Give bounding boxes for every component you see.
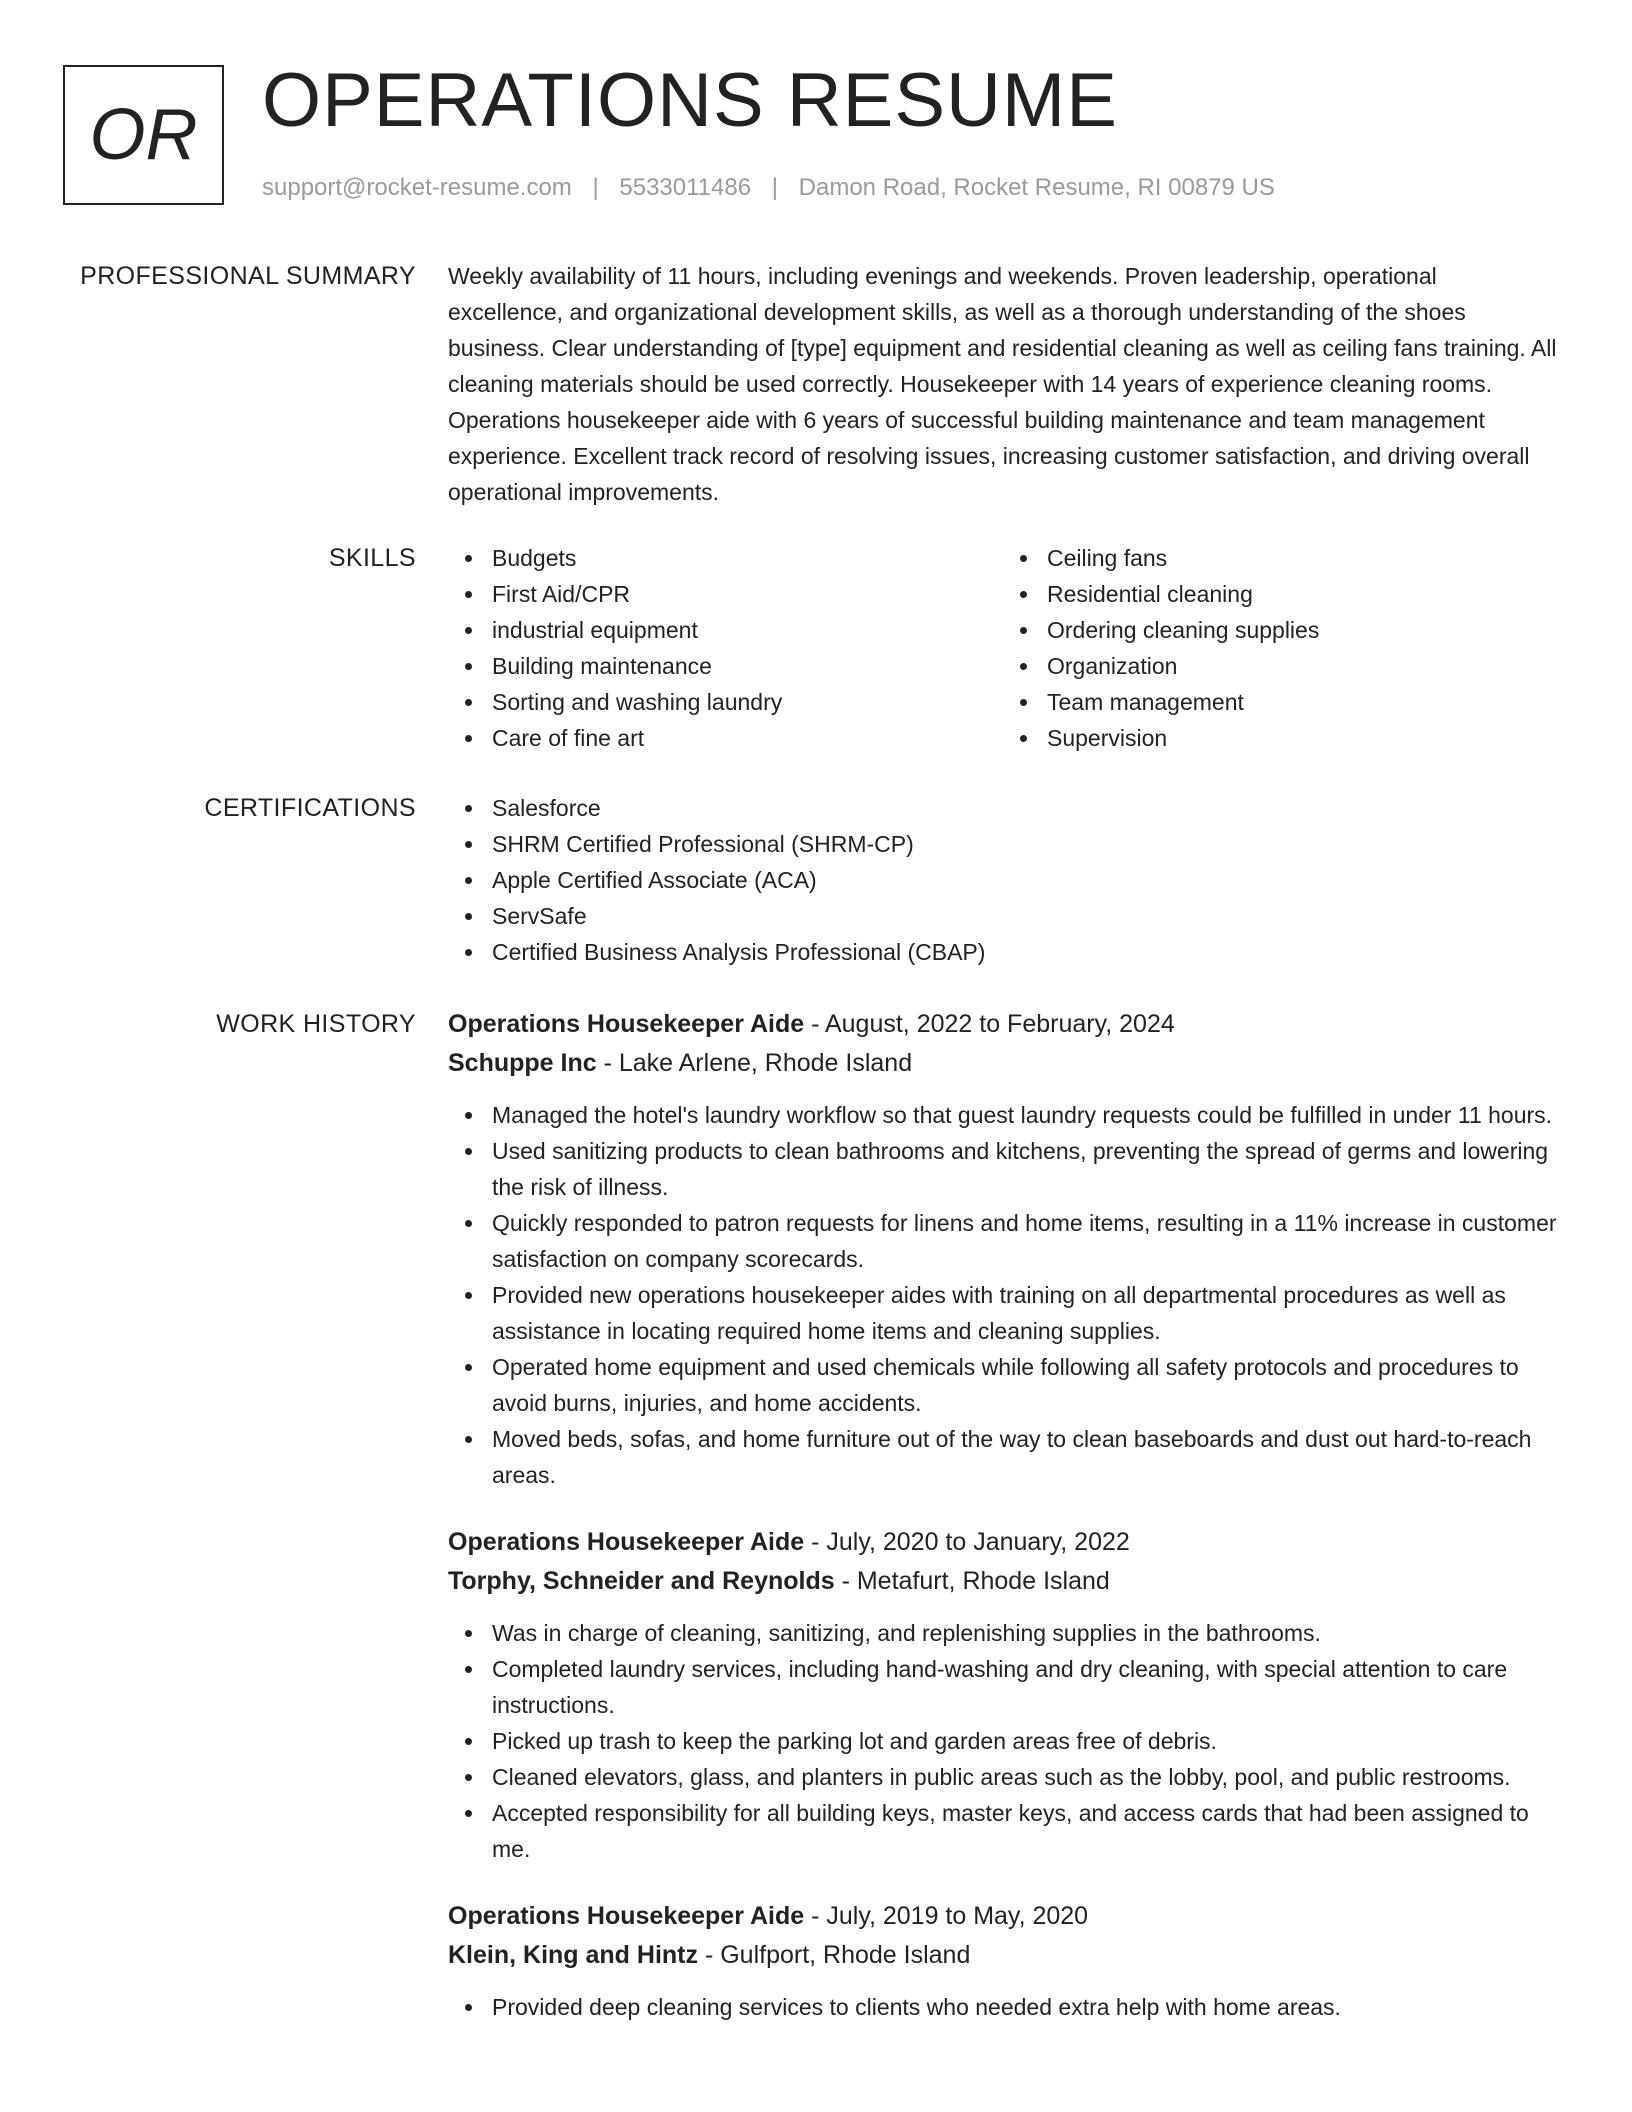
skills-body	[448, 540, 1558, 756]
section-label-certifications: CERTIFICATIONS	[204, 794, 416, 822]
skill-item: Sorting and washing laundry	[492, 684, 1003, 720]
skill-item: First Aid/CPR	[492, 576, 1003, 612]
job-duty: Completed laundry services, including hand-washing and dry cleaning, with special attention to care instructions.	[492, 1651, 1558, 1723]
certifications-body	[448, 790, 1558, 970]
job-duties-list	[448, 1615, 1558, 1867]
job-title: Operations Housekeeper Aide	[448, 1528, 805, 1556]
work-history-body	[448, 1005, 1558, 2055]
job-location: - Lake Arlene, Rhode Island	[596, 1049, 913, 1077]
contact-separator: |	[771, 174, 778, 201]
job-company-line	[448, 1044, 1558, 1083]
section-label-work-history: WORK HISTORY	[216, 1010, 416, 1038]
job-duty: Picked up trash to keep the parking lot and garden areas free of debris.	[492, 1723, 1558, 1759]
skill-item: Organization	[1047, 648, 1558, 684]
section-label-summary: PROFESSIONAL SUMMARY	[80, 262, 416, 290]
job-duty: Provided new operations housekeeper aides with training on all departmental procedures as well as assistance in locating required home items and cleaning supplies.	[492, 1277, 1558, 1349]
summary-text: Weekly availability of 11 hours, including evenings and weekends. Proven leadership, operational excellence, and organizational development skills, as well as a thorough understanding of the shoes business. Clear understanding of [type] equipment and residential cleaning as well as ceiling fans training. All cleaning materials should be used correctly. Housekeeper with 14 years of experience cleaning rooms. Operations housekeeper aide with 6 years of successful building maintenance and team management experience. Excellent track record of resolving issues, increasing customer satisfaction, and driving overall operational improvements.	[448, 263, 1557, 505]
resume-title: OPERATIONS RESUME	[262, 58, 1118, 143]
job-entry	[448, 1523, 1558, 1867]
certification-item: ServSafe	[492, 898, 1558, 934]
skill-item: Ordering cleaning supplies	[1047, 612, 1558, 648]
job-company: Torphy, Schneider and Reynolds	[448, 1567, 835, 1595]
job-title: Operations Housekeeper Aide	[448, 1902, 805, 1930]
contact-email: support@rocket-resume.com	[262, 174, 572, 201]
job-duties-list	[448, 1097, 1558, 1493]
summary-body	[448, 258, 1558, 510]
job-location: - Metafurt, Rhode Island	[834, 1567, 1110, 1595]
job-dates: - July, 2020 to January, 2022	[804, 1528, 1130, 1556]
contact-separator: |	[592, 174, 599, 201]
job-duty: Accepted responsibility for all building keys, master keys, and access cards that had been assigned to me.	[492, 1795, 1558, 1867]
contact-address: Damon Road, Rocket Resume, RI 00879 US	[798, 174, 1275, 201]
skill-item: Supervision	[1047, 720, 1558, 756]
job-entry	[448, 1897, 1558, 2025]
certification-item: Certified Business Analysis Professional (CBAP)	[492, 934, 1558, 970]
job-duty: Was in charge of cleaning, sanitizing, and replenishing supplies in the bathrooms.	[492, 1615, 1558, 1651]
job-duties-list	[448, 1989, 1558, 2025]
job-entry	[448, 1005, 1558, 1493]
contact-phone: 5533011486	[619, 174, 752, 201]
job-duty: Used sanitizing products to clean bathrooms and kitchens, preventing the spread of germs and lowering the risk of illness.	[492, 1133, 1558, 1205]
certifications-list	[448, 790, 1558, 970]
skills-column-left	[448, 540, 1003, 756]
job-company: Klein, King and Hintz	[448, 1941, 698, 1969]
contact-line	[262, 174, 1275, 202]
monogram-initials: OR	[89, 95, 198, 175]
skill-item: Building maintenance	[492, 648, 1003, 684]
job-title-line	[448, 1523, 1558, 1562]
skill-item: Ceiling fans	[1047, 540, 1558, 576]
skills-column-right	[1003, 540, 1558, 756]
certification-item: SHRM Certified Professional (SHRM-CP)	[492, 826, 1558, 862]
job-duty: Managed the hotel's laundry workflow so that guest laundry requests could be fulfilled in under 11 hours.	[492, 1097, 1558, 1133]
job-duty: Operated home equipment and used chemicals while following all safety protocols and procedures to avoid burns, injuries, and home accidents.	[492, 1349, 1558, 1421]
job-title-line	[448, 1897, 1558, 1936]
job-location: - Gulfport, Rhode Island	[698, 1941, 971, 1969]
certification-item: Salesforce	[492, 790, 1558, 826]
monogram-box	[63, 65, 224, 205]
job-duty: Provided deep cleaning services to clients who needed extra help with home areas.	[492, 1989, 1558, 2025]
job-company-line	[448, 1936, 1558, 1975]
job-dates: - August, 2022 to February, 2024	[804, 1010, 1175, 1038]
job-title-line	[448, 1005, 1558, 1044]
skill-item: Residential cleaning	[1047, 576, 1558, 612]
skill-item: industrial equipment	[492, 612, 1003, 648]
job-company: Schuppe Inc	[448, 1049, 597, 1077]
certification-item: Apple Certified Associate (ACA)	[492, 862, 1558, 898]
job-duty: Cleaned elevators, glass, and planters in public areas such as the lobby, pool, and public restrooms.	[492, 1759, 1558, 1795]
job-duty: Quickly responded to patron requests for linens and home items, resulting in a 11% increase in customer satisfaction on company scorecards.	[492, 1205, 1558, 1277]
skill-item: Budgets	[492, 540, 1003, 576]
skill-item: Team management	[1047, 684, 1558, 720]
job-dates: - July, 2019 to May, 2020	[804, 1902, 1089, 1930]
job-title: Operations Housekeeper Aide	[448, 1010, 805, 1038]
job-company-line	[448, 1562, 1558, 1601]
section-label-skills: SKILLS	[328, 544, 416, 572]
skill-item: Care of fine art	[492, 720, 1003, 756]
job-duty: Moved beds, sofas, and home furniture out of the way to clean baseboards and dust out hard-to-reach areas.	[492, 1421, 1558, 1493]
